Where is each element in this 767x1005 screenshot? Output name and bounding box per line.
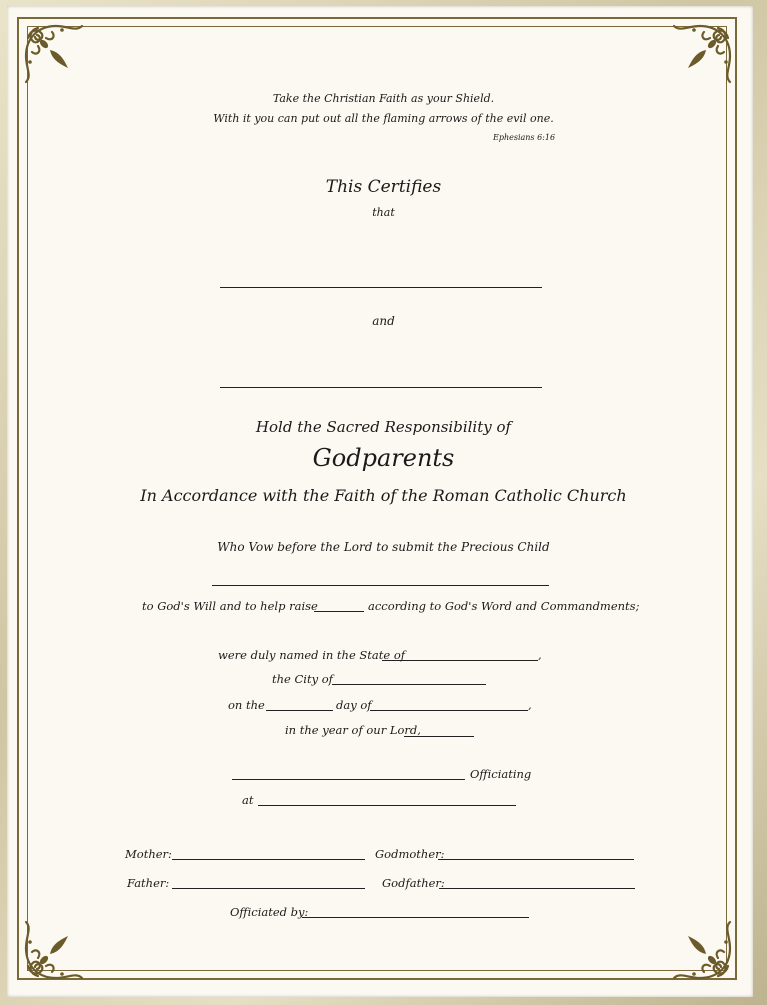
officiated-by-line[interactable]: [302, 917, 529, 918]
day-line[interactable]: [266, 710, 333, 711]
church-line[interactable]: [258, 805, 516, 806]
godmother-label: Godmother:: [375, 847, 445, 861]
corner-ornament-icon: [662, 910, 740, 988]
and-label: and: [372, 314, 395, 328]
godfather-line[interactable]: [439, 888, 635, 889]
state-line[interactable]: [382, 660, 538, 661]
verse-line-2: With it you can put out all the flaming arrows of the evil one.: [213, 112, 554, 125]
child-name-line[interactable]: [212, 585, 549, 586]
month-line[interactable]: [370, 710, 528, 711]
mother-line[interactable]: [172, 859, 365, 860]
on-the-label: on the: [228, 698, 265, 712]
accordance-text: In Accordance with the Faith of the Roman Catholic Church: [140, 486, 627, 505]
officiated-by-label: Officiated by:: [230, 905, 309, 919]
vow-text: Who Vow before the Lord to submit the Precious Child: [217, 540, 550, 554]
father-label: Father:: [127, 876, 170, 890]
mother-label: Mother:: [125, 847, 172, 861]
city-label: the City of: [272, 672, 333, 686]
state-comma: ,: [538, 648, 542, 662]
godfather-label: Godfather:: [382, 876, 445, 890]
month-comma: ,: [528, 698, 532, 712]
city-line[interactable]: [332, 684, 486, 685]
day-of-label: day of: [336, 698, 372, 712]
godparent-2-line[interactable]: [220, 387, 542, 388]
corner-ornament-icon: [16, 16, 94, 94]
at-label: at: [242, 793, 254, 807]
certificate-title: Godparents: [312, 444, 455, 472]
year-label: in the year of our Lord,: [285, 723, 421, 737]
gods-will-prefix: to God's Will and to help raise: [142, 599, 318, 613]
verse-reference: Ephesians 6:16: [493, 133, 556, 142]
that-label: that: [372, 206, 395, 219]
officiating-label: Officiating: [470, 767, 532, 781]
godparent-1-line[interactable]: [220, 287, 542, 288]
corner-ornament-icon: [16, 910, 94, 988]
raise-blank-line[interactable]: [314, 611, 364, 612]
father-line[interactable]: [172, 888, 365, 889]
officiant-line[interactable]: [232, 779, 465, 780]
godmother-line[interactable]: [438, 859, 634, 860]
state-label: were duly named in the State of: [218, 648, 406, 662]
year-line[interactable]: [404, 736, 474, 737]
hold-responsibility-text: Hold the Sacred Responsibility of: [255, 418, 512, 436]
verse-line-1: Take the Christian Faith as your Shield.: [272, 92, 495, 105]
certifies-heading: This Certifies: [325, 177, 442, 197]
gods-will-suffix: according to God's Word and Commandments;: [368, 599, 640, 613]
corner-ornament-icon: [662, 16, 740, 94]
